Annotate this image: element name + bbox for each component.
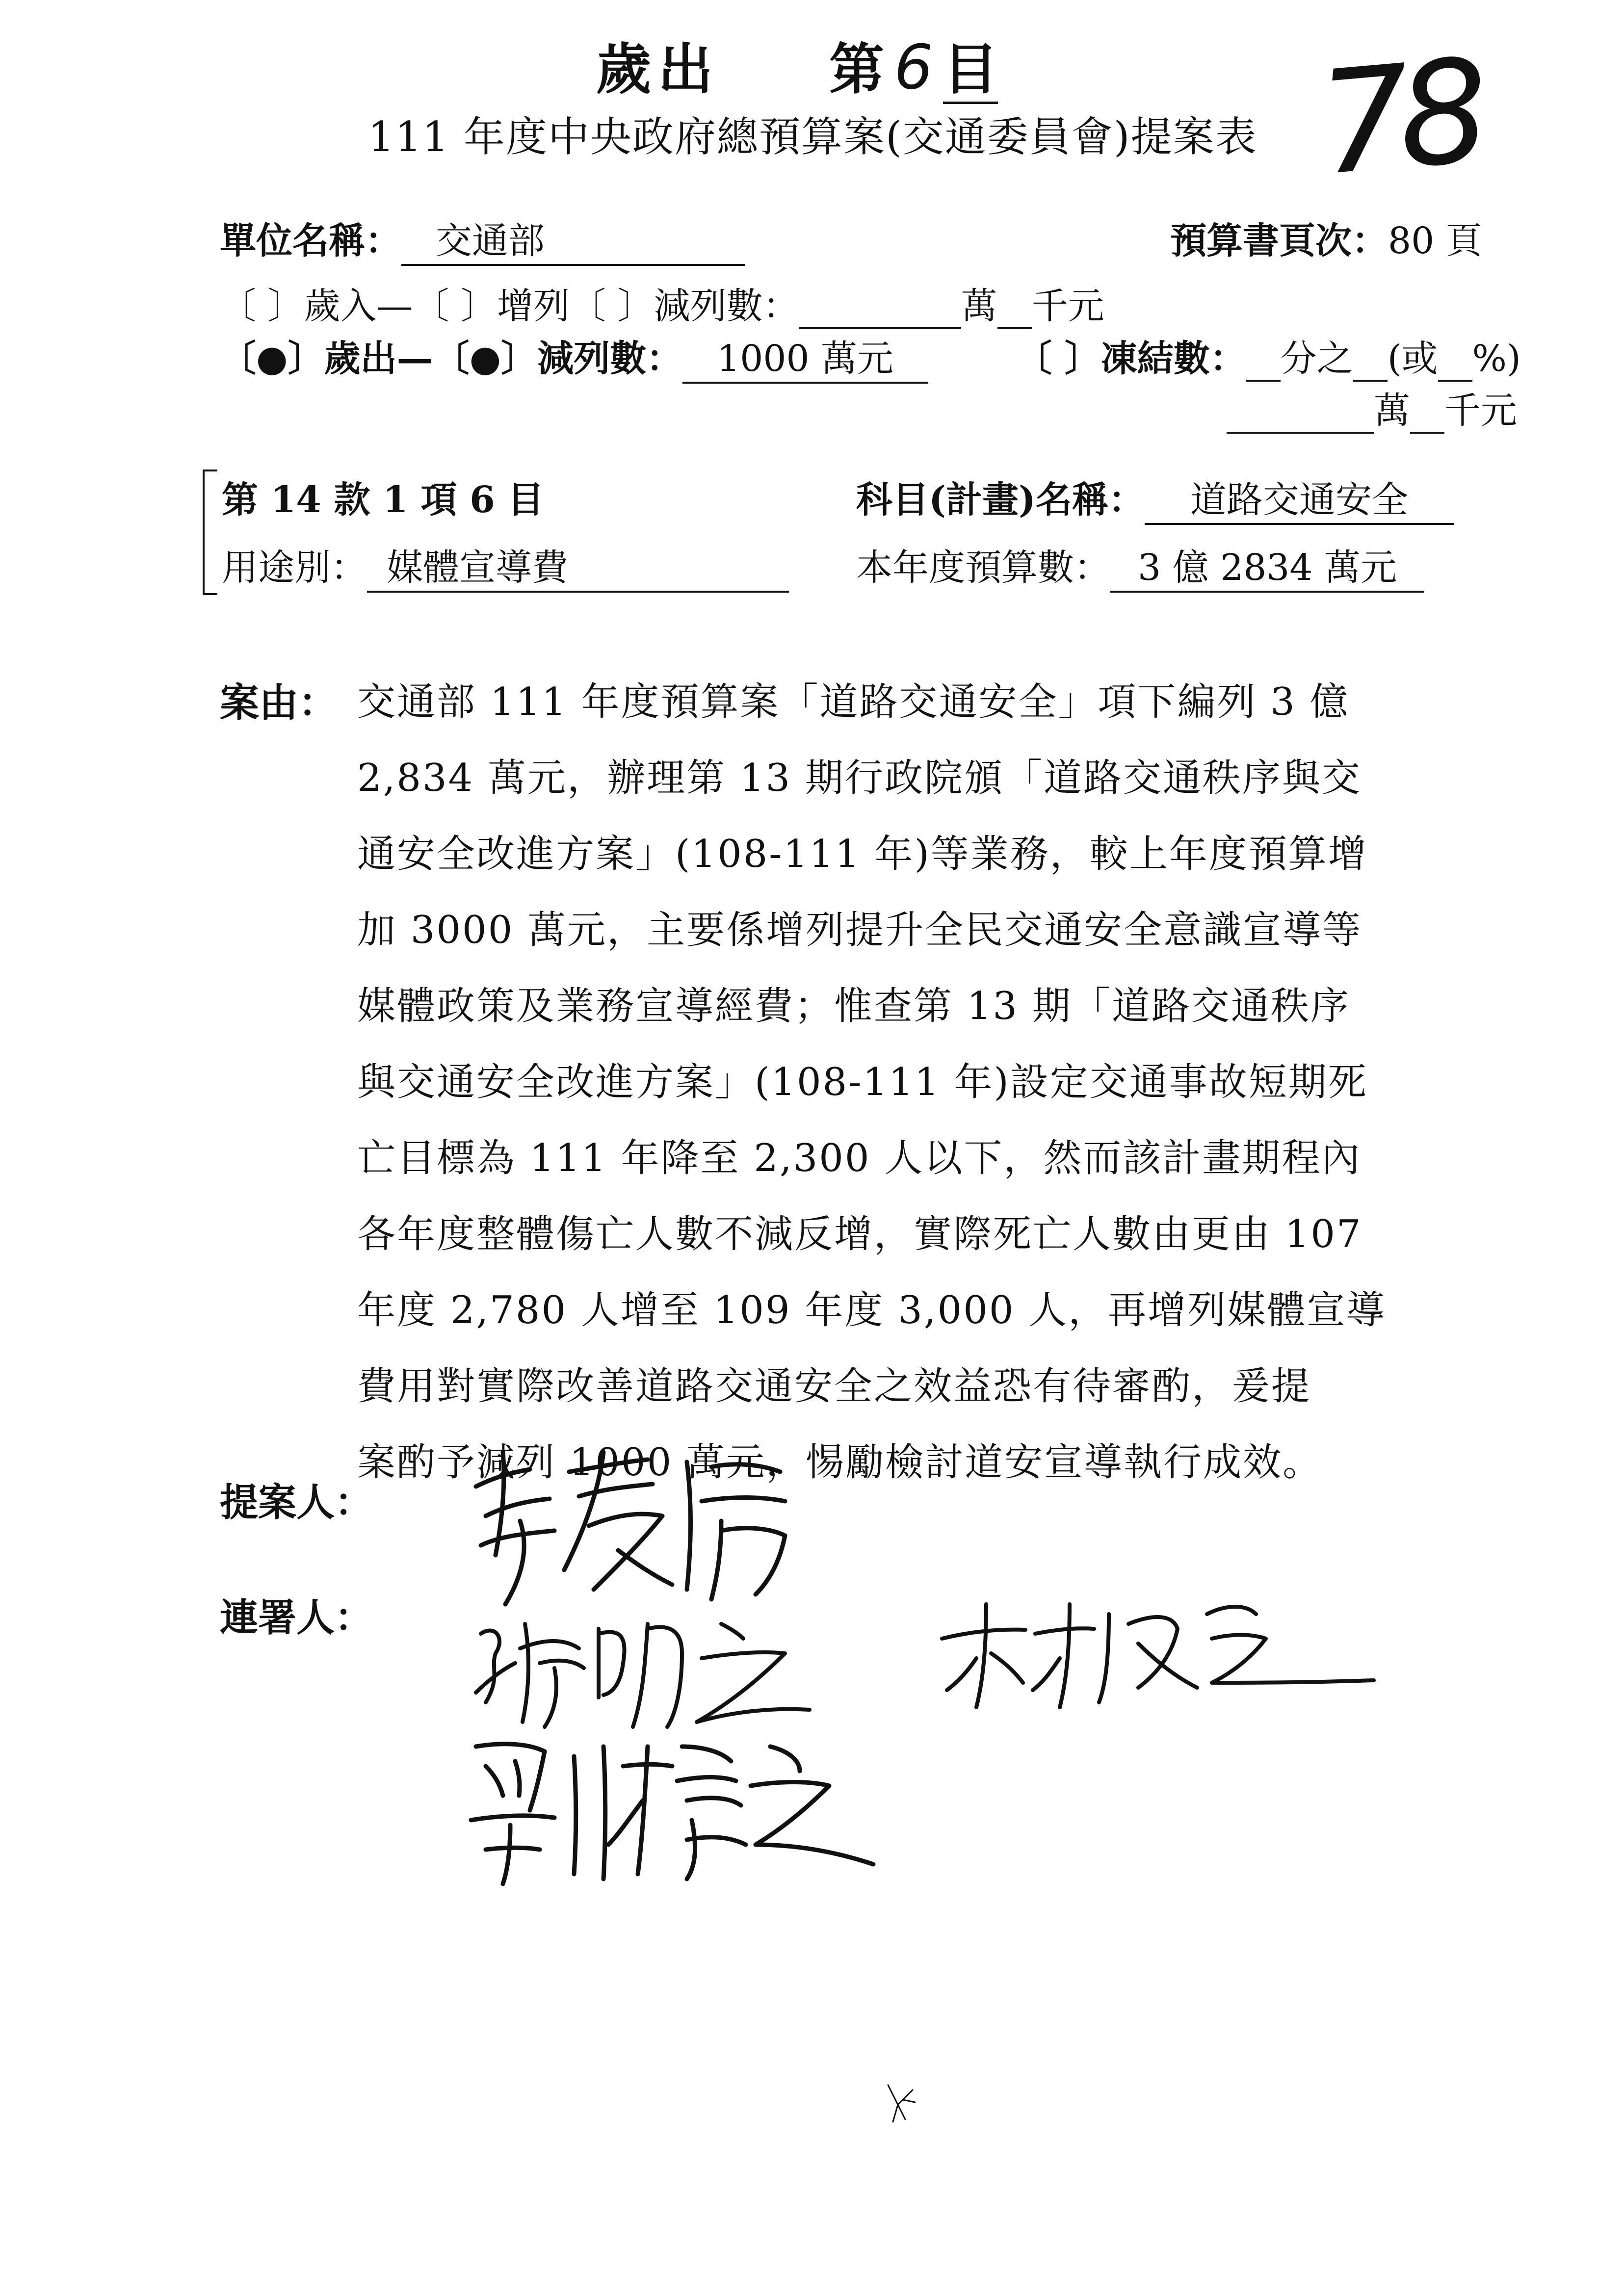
- proposer-label: 提案人：: [220, 1480, 373, 1525]
- section-code: 第 14 款 1 項 6 目: [222, 479, 544, 521]
- freeze-numerator-blank: [1246, 338, 1281, 382]
- budget-page-row: [1170, 212, 1482, 264]
- freeze-label: 〔 〕凍結數：: [1016, 338, 1246, 380]
- freeze-amount-row: 萬 千元: [1227, 382, 1517, 434]
- freeze-row: 〔 〕凍結數： 分之 (或 %): [1016, 330, 1521, 382]
- subject-row: [856, 471, 1454, 525]
- case-line: 各年度整體傷亡人數不減反增，實際死亡人數由更由 107: [357, 1212, 1362, 1256]
- case-line: 媒體政策及業務宣導經費；惟查第 13 期「道路交通秩序: [357, 984, 1350, 1028]
- cosigner-label: 連署人：: [220, 1595, 373, 1640]
- budget-page-label: 預算書頁次：: [1170, 220, 1388, 262]
- bracket: [199, 469, 218, 596]
- reduction-amount: 1000 萬元: [682, 330, 928, 384]
- scan-mark: [878, 2075, 922, 2129]
- case-line: 費用對實際改善道路交通安全之效益恐有待審酌，爰提: [357, 1364, 1311, 1409]
- budget-amount-row: [856, 539, 1424, 593]
- budget-amount-label: 本年度預算數：: [856, 547, 1110, 589]
- usage-value: 媒體宣導費: [367, 539, 789, 593]
- expenditure-row: [220, 330, 928, 384]
- freeze-wan-blank: [1410, 390, 1444, 434]
- case-label: 案由：: [220, 679, 338, 726]
- unit-name-value: 交通部: [401, 212, 745, 266]
- handwritten-proposal-number: 78: [1312, 28, 1485, 208]
- unit-name-row: [220, 212, 745, 266]
- item-number-label: 第 6 目: [829, 32, 998, 103]
- handwritten-item-number: 6: [894, 32, 933, 103]
- case-line: 年度 2,780 人增至 109 年度 3,000 人，再增列媒體宣導: [357, 1288, 1387, 1332]
- proposer-signature: [456, 1442, 800, 1609]
- case-line: 亡目標為 111 年降至 2,300 人以下，然而該計畫期程內: [357, 1136, 1362, 1180]
- reduction-label: 減列數：: [537, 338, 683, 380]
- case-line: 與交通安全改進方案」(108-111 年)設定交通事故短期死: [357, 1060, 1368, 1104]
- case-line: 交通部 111 年度預算案「道路交通安全」項下編列 3 億: [357, 680, 1350, 724]
- form-title: 111 年度中央政府總預算案(交通委員會)提案表: [368, 113, 1257, 161]
- budget-category: [596, 26, 720, 104]
- freeze-amount-blank: [1227, 390, 1374, 434]
- freeze-denominator-blank: [1353, 338, 1388, 382]
- unit-name-label: 單位名稱：: [220, 220, 401, 262]
- freeze-percent-blank: [1438, 338, 1472, 382]
- cosigner-signature-1: [466, 1604, 819, 1732]
- cosigner-signature-2: [932, 1585, 1384, 1712]
- category-text: 歲出: [596, 37, 720, 102]
- revenue-row: 〔 〕歲入—〔 〕增列〔 〕減列數： 萬 千元: [220, 277, 1104, 329]
- usage-label: 用途別：: [222, 547, 367, 589]
- revenue-label: 〔 〕歲入—〔 〕增列〔 〕減列數：: [220, 285, 799, 327]
- subject-label: 科目(計畫)名稱：: [856, 479, 1145, 521]
- usage-row: [222, 539, 789, 593]
- subject-value: 道路交通安全: [1145, 471, 1454, 525]
- revenue-wan-blank: [997, 285, 1032, 329]
- budget-amount-value: 3 億 2834 萬元: [1110, 539, 1424, 593]
- case-line: 案酌予減列 1000 萬元，惕勵檢討道安宣導執行成效。: [357, 1440, 1323, 1485]
- expenditure-label: 〔●〕歲出—〔●〕: [220, 338, 538, 380]
- revenue-amount-blank: [799, 285, 961, 329]
- case-line: 2,834 萬元，辦理第 13 期行政院頒「道路交通秩序與交: [357, 756, 1362, 800]
- cosigner-signature-3: [456, 1727, 898, 1889]
- case-line: 通安全改進方案」(108-111 年)等業務，較上年度預算增: [357, 832, 1368, 876]
- case-line: 加 3000 萬元，主要係增列提升全民交通安全意識宣導等: [357, 908, 1362, 952]
- budget-page-value: 80 頁: [1388, 220, 1482, 262]
